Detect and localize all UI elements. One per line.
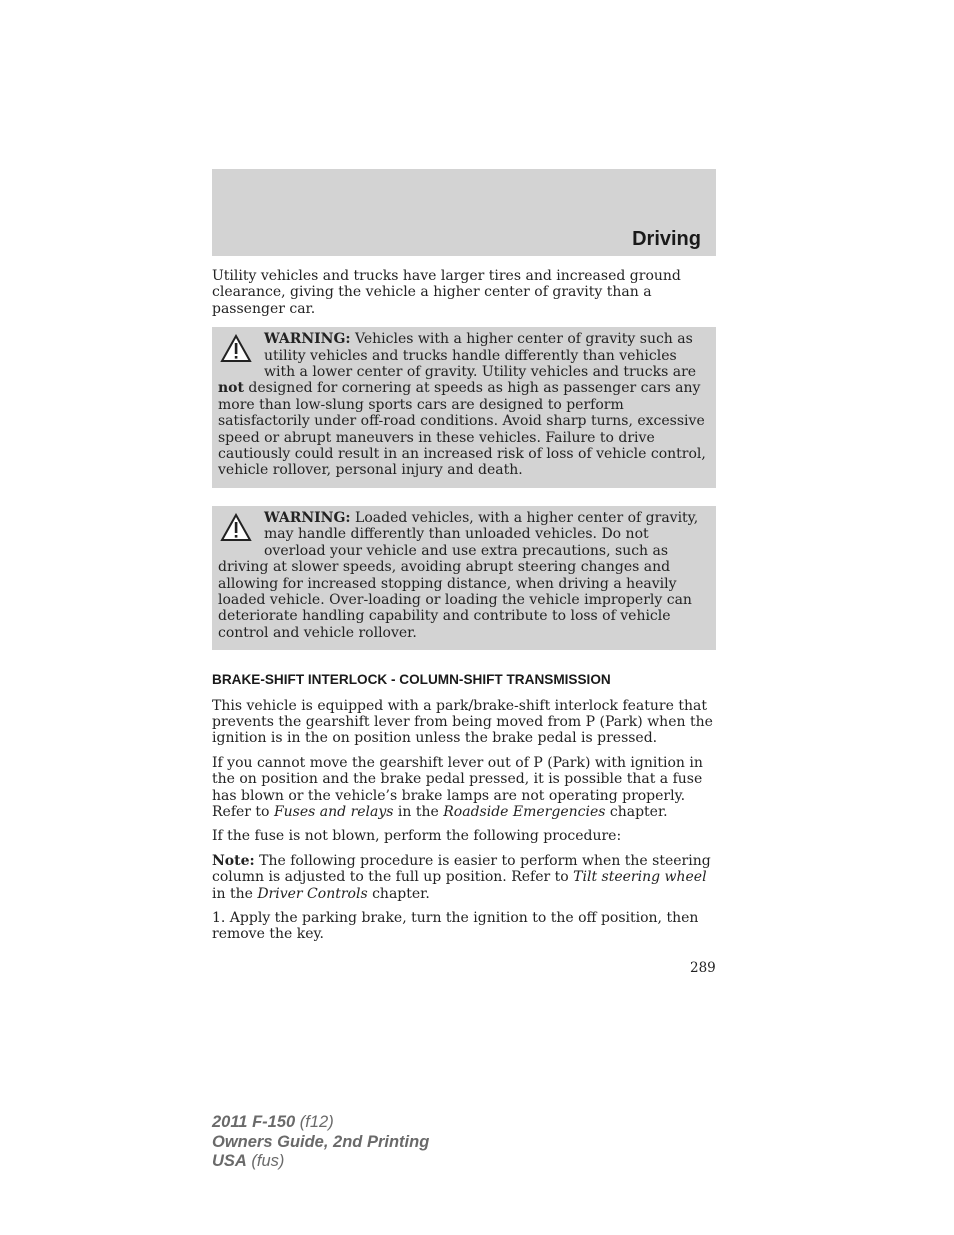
warning-text: Vehicles with a higher center of gravity such as utility vehicles and trucks handle differently than vehicles with a lower center of gravity. Utility vehicles and trucks are: [264, 331, 697, 381]
paragraph-interlock: This vehicle is equipped with a park/brake-shift interlock feature that prevents the gearshift lever from being moved from P (Park) when the ignition is in the on position unless the brake pedal is pressed.: [212, 697, 713, 747]
paragraph-fuse: If you cannot move the gearshift lever out of P (Park) with ignition in the on position and the brake pedal pressed, it is possible that a fuse has blown or the vehicle’s brake lamps are not operating properly. Refer to Fuses and relays in the Roadside Emergencies chapter.: [212, 754, 703, 820]
section-title: Driving: [632, 228, 701, 250]
warning-text: designed for cornering at speeds as high as passenger cars any more than low-slung sports cars are designed to perform satisfactorily under off-road conditions. Avoid sharp turns, excessive speed or abrupt maneuvers in these vehicles. Failure to drive cautiously could result in an increased risk of loss of vehicle control, vehicle rollover, personal injury and death.: [218, 380, 706, 479]
warning-triangle-icon: [220, 334, 252, 364]
page-number: 289: [690, 960, 716, 976]
warning-emphasis: not: [218, 380, 244, 397]
section-heading: BRAKE-SHIFT INTERLOCK - COLUMN-SHIFT TRANSMISSION: [212, 672, 611, 688]
page-content: [212, 268, 716, 951]
warning-box-2: [212, 506, 716, 650]
paragraph-procedure-intro: If the fuse is not blown, perform the following procedure:: [212, 828, 622, 845]
warning-box-1: [212, 327, 716, 488]
warning-label: WARNING:: [264, 509, 351, 526]
header-band: [212, 169, 716, 256]
cross-reference: Fuses and relays: [273, 803, 394, 820]
cross-reference: Driver Controls: [257, 885, 368, 902]
cross-reference: Roadside Emergencies: [443, 803, 606, 820]
warning-triangle-icon: [220, 513, 252, 543]
note-paragraph: Note: The following procedure is easier to perform when the steering column is adjusted to the full up position. Refer to Tilt steering wheel in the Driver Controls chapter.: [212, 852, 711, 902]
footer: 2011 F-150 (f12) Owners Guide, 2nd Printing USA (fus): [212, 1113, 430, 1170]
intro-paragraph: Utility vehicles and trucks have larger tires and increased ground clearance, giving the vehicle a higher center of gravity than a passenger car.: [212, 268, 681, 317]
cross-reference: Tilt steering wheel: [573, 869, 707, 886]
warning-text: Loaded vehicles, with a higher center of gravity, may handle differently than unloaded vehicles. Do not overload your vehicle and use extra precautions, such as driving at slower speeds, avoiding abrupt steering changes and allowing for increased stopping distance, when driving a heavily loaded vehicle. Over-loading or loading the vehicle improperly can deteriorate handling capability and contribute to loss of vehicle control and vehicle rollover.: [218, 509, 699, 641]
note-label: Note:: [212, 852, 255, 869]
step-1: 1. Apply the parking brake, turn the ignition to the off position, then remove the key.: [212, 910, 699, 943]
warning-label: WARNING:: [264, 331, 351, 348]
